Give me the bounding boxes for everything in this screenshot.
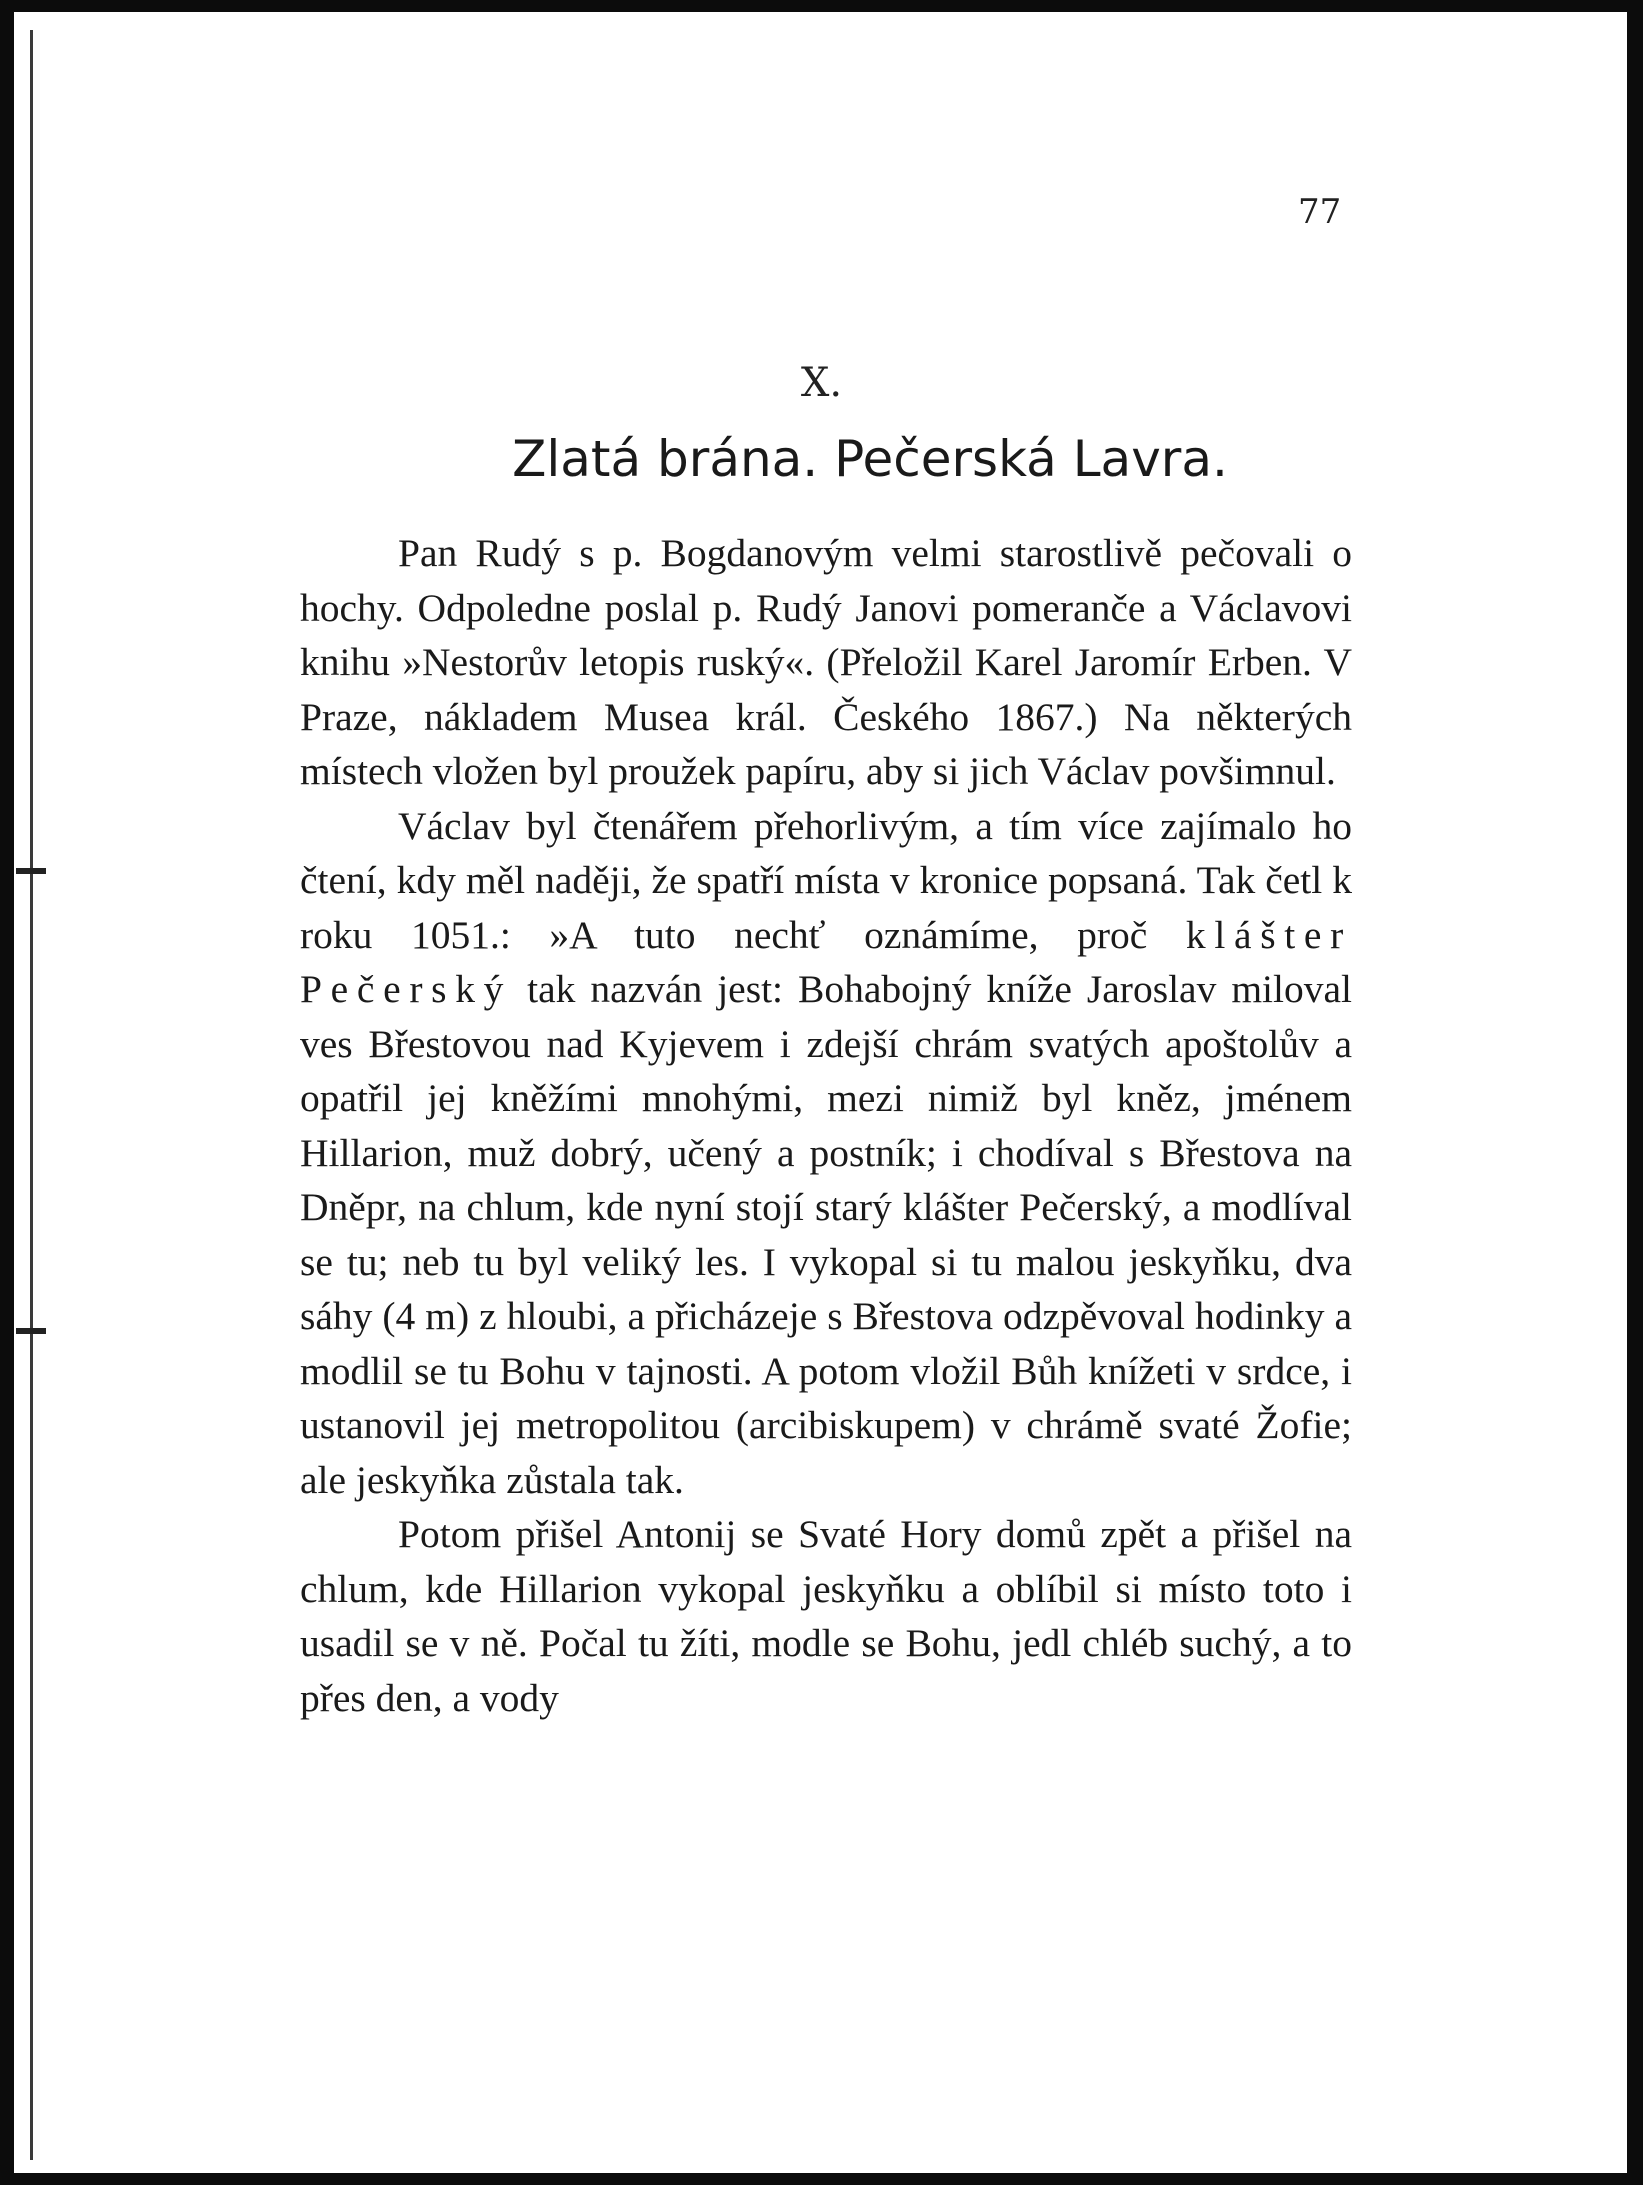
chapter-title: Zlatá brána. Pečerská Lavra.	[512, 430, 1228, 488]
paragraph-2-end: tak nazván jest: Bohabojný kníže Jaroslav miloval ves Břestovou nad Kyjevem i zdejší chrám svatých apoštolův a opatřil jej kněžími mnohými, mezi nimiž byl kněz, jménem Hillarion, muž dobrý, učený a postník; i chodíval s Břestova na Dněpr, na chlum, kde nyní stojí starý klášter Pečerský, a modlíval se tu; neb tu byl veliký les. I vykopal si tu malou jeskyňku, dva sáhy (4 m) z hloubi, a přicházeje s Břestova odzpěvoval hodinky a modlil se tu Bohu v tajnosti. A potom vložil Bůh knížeti v srdce, i ustanovil jej metropolitou (arcibiskupem) v chrámě svaté Žofie; ale jeskyňka zůstala tak.	[300, 967, 1353, 1502]
scan-border-top	[0, 0, 1643, 12]
body-text	[300, 526, 1352, 1725]
chapter-number: X.	[800, 360, 843, 406]
paragraph-1: Pan Rudý s p. Bogdanovým velmi starostlivě pečovali o hochy. Odpoledne poslal p. Rudý Janovi pomeranče a Václavovi knihu »Nestorův letopis ruský«. (Přeložil Karel Jaromír Erben. V Praze, nákladem Musea král. Českého 1867.) Na některých místech vložen byl proužek papíru, aby si jich Václav povšimnul.	[300, 531, 1352, 793]
scan-border-bottom	[0, 2173, 1643, 2185]
scan-border-right	[1627, 0, 1643, 2185]
binding-mark	[16, 1328, 46, 1334]
paragraph-2	[300, 799, 1352, 1508]
scan-border-left	[0, 0, 14, 2185]
binding-edge	[30, 30, 33, 2160]
page-number: 77	[1298, 192, 1342, 232]
paragraph-3: Potom přišel Antonij se Svaté Hory domů zpět a přišel na chlum, kde Hillarion vykopal jeskyňku a oblíbil si místo toto i usadil se v ně. Počal tu žíti, modle se Bohu, jedl chléb suchý, a to přes den, a vody	[300, 1512, 1352, 1720]
spaced-emphasis: klášter Pečerský	[300, 912, 1352, 1011]
paragraph-2-start: Václav byl čtenářem přehorlivým, a tím více zajímalo ho čtení, kdy měl naději, že spatří místa v kronice popsaná. Tak četl k roku 1051.: »A tuto nechť oznámíme, proč	[300, 803, 1352, 957]
binding-mark	[16, 868, 46, 874]
